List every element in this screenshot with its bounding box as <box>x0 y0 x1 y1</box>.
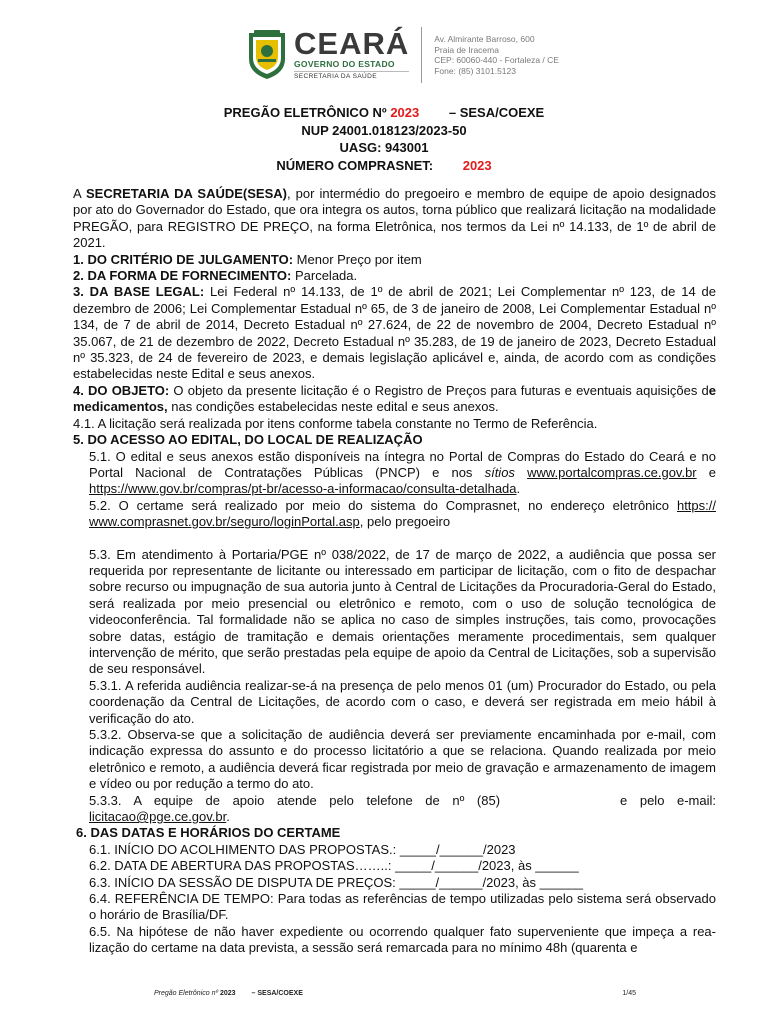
footer-title: Pregão Eletrônico nº <box>154 990 219 997</box>
section-heading: 1. DO CRITÉRIO DE JULGAMENTO: <box>73 251 294 267</box>
title-line-1 <box>0 104 768 122</box>
letterhead <box>246 26 559 84</box>
section-2 <box>73 268 716 284</box>
clause-5-3-1: 5.3.1. A referida audiência realizar-se-á na presença de pelo menos 01 (um) Procurador do Estado, ou pela coordenação da Central de Licitações, de acordo com o caso, e deverá ser registrada em meio hábil à verificação do ato. <box>89 677 716 726</box>
gov-compras-link[interactable]: https://www.gov.br/compras/pt-br/acesso-a-informacao/consulta-detalhada <box>89 481 517 497</box>
brand-name: CEARÁ <box>294 25 410 61</box>
brand-block <box>294 27 422 83</box>
clause-5-3: 5.3. Em atendimento à Portaria/PGE nº 038/2022, de 17 de março de 2022, a audiência que possa ser requerida por representante de licitante ou interessado em participar de licitação, com o fito de despachar sobre recurso ou impugnação de sua autoria junto à Central de Licitações da Procuradoria-Geral do Estado, será realizada por meio presencial ou eletrônico e remoto, com o uso de solução tecnológica de videoconferência. Tal formalidade não se aplica no caso de simples instruções, tais como, provocações sobre datas, estágio de tramitação e demais orientações meramente procedimentais, sem qualquer intervenção de mérito, que serão prestadas pela equipe de apoio da Central de Licitações, sob a supervisão de seu responsável. <box>89 546 716 677</box>
nup-line: NUP 24001.018123/2023-50 <box>301 122 467 138</box>
clause-6-3: 6.3. INÍCIO DA SESSÃO DE DISPUTA DE PREÇOS: _____/______/2023, às ______ <box>89 874 584 890</box>
section-heading: 2. DA FORMA DE FORNECIMENTO: <box>73 268 292 284</box>
state-crest-logo <box>246 29 288 81</box>
comprasnet-link[interactable]: https:// www.comprasnet.gov.br/seguro/loginPortal.asp <box>89 497 716 530</box>
intro-organization: SECRETARIA DA SAÚDE(SESA) <box>86 186 287 201</box>
section-heading: 4. DO OBJETO: <box>73 382 170 398</box>
clause-6-2: 6.2. DATA DE ABERTURA DAS PROPOSTAS……..: _____/______/2023, às ______ <box>89 858 579 874</box>
address-line: Praia de Iracema <box>434 44 499 55</box>
document-body <box>73 186 716 957</box>
clause-italic: sítios <box>484 464 515 480</box>
address-line: Fone: (85) 3101.5123 <box>434 65 516 76</box>
section-3 <box>73 284 716 382</box>
footer-number: 2023 <box>220 990 236 997</box>
portal-compras-link[interactable]: www.portalcompras.ce.gov.br <box>527 464 697 480</box>
brand-subtitle: GOVERNO DO ESTADO <box>294 58 395 69</box>
section-4 <box>73 383 716 416</box>
uasg-line: UASG: 943001 <box>339 140 429 155</box>
footer-org: – SESA/COEXE <box>251 990 303 997</box>
clause-5-3-3 <box>73 793 716 826</box>
clause-5-1 <box>73 449 716 498</box>
address-block <box>434 34 559 76</box>
comprasnet-label: NÚMERO COMPRASNET: <box>276 157 434 173</box>
brand-secretariat: SECRETARIA DA SAÚDE <box>294 71 409 82</box>
section-heading: 6. DAS DATAS E HORÁRIOS DO CERTAME <box>76 825 341 841</box>
comprasnet-line <box>0 157 768 175</box>
page-footer <box>154 990 636 997</box>
pge-email-link[interactable]: licitacao@pge.ce.gov.br <box>89 809 227 825</box>
section-text: Lei Federal nº 14.133, de 1º de abril de 2021; Lei Complementar nº 123, de 14 de dezembro de 2006; Lei Complementar Estadual nº 65, de 3 de janeiro de 2008, Lei Complementar Estadual nº 134, de 7 de abril de 2014, Decreto Estadual nº 27.624, de 22 de novembro de 2004, Decreto Estadual nº 35.067, de 21 de dezembro de 2022, Decreto Estadual nº 35.283, de 19 de janeiro de 2023, Decreto Estadual nº 35.323, de 24 de fevereiro de 2023, e demais legislação aplicável e, ainda, de acordo com as condições estabelecidas neste Edital e seus anexos. <box>73 284 716 382</box>
section-1 <box>73 252 716 268</box>
spacer <box>73 531 716 547</box>
clause-text: 5.3.3. A equipe de apoio atende pelo telefone de nº (85) <box>89 792 501 808</box>
title-label: PREGÃO ELETRÔNICO Nº <box>223 105 387 120</box>
address-line: CEP: 60060-440 - Fortaleza / CE <box>434 55 559 65</box>
clause-6-4: 6.4. REFERÊNCIA DE TEMPO: Para todas as referências de tempo utilizadas pelo sistema será observado o horário de Brasília/DF. <box>89 891 716 923</box>
section-6-heading <box>73 825 716 841</box>
title-number: 2023 <box>390 105 420 120</box>
clause-text: e pelo e-mail: <box>620 792 717 808</box>
clause-text: 5.1. O edital e seus anexos estão disponíveis na íntegra no Portal de Compras do Estado do Ceará e no Portal Nacional de Contratações Públicas (PNCP) e nos <box>89 448 716 480</box>
clause-text: 5.2. O certame será realizado por meio do sistema do Comprasnet, no endereço eletrônico <box>89 497 677 513</box>
clause-text: e <box>696 464 716 480</box>
intro-text: A <box>73 186 81 201</box>
section-text: nas condições estabelecidas neste edital e seus anexos. <box>167 399 499 415</box>
page-number: 1/45 <box>622 990 636 997</box>
section-5-heading <box>73 432 716 448</box>
section-text: Parcelada. <box>291 268 358 284</box>
section-heading: 3. DA BASE LEGAL: <box>73 284 205 300</box>
clause-text: . <box>516 481 521 497</box>
intro-text: , por intermédio do pregoeiro e membro de equipe de apoio designados por ato do Governador do Estado, que ora integra os autos, torna público que realizará licitação na modalidade PREGÃO, para REGISTRO DE PREÇO, na forma Eletrônica, nos termos da Lei nº 14.133, de 1º de abril de 2021. <box>73 186 716 251</box>
clause-text: . <box>226 809 230 825</box>
comprasnet-number: 2023 <box>462 157 492 173</box>
intro-paragraph <box>73 186 716 252</box>
title-org: – SESA/COEXE <box>448 105 545 120</box>
clause-text: , pelo pregoeiro <box>359 514 451 530</box>
clause-6-5: 6.5. Na hipótese de não haver expediente ou ocorrendo qualquer fato superveniente que impeça a rea-lização do certame na data prevista, a sessão será remarcada para no mínimo 48h (quarenta e <box>89 923 716 956</box>
section-emphasis: e medicamentos, <box>73 382 716 415</box>
document-title-block <box>0 104 768 174</box>
section-text: Menor Preço por item <box>293 251 422 267</box>
clause-5-2 <box>73 498 716 531</box>
clause-5-3-2: 5.3.2. Observa-se que a solicitação de audiência deverá ser previamente encaminhada por e-mail, com indicação expressa do assunto e do processo licitatório a que se relaciona. Quando realizada por meio eletrônico e remoto, a audiência deverá ficar registrada por meio de gravação e armazenamento de imagem e vídeo ou por redução a termo do ato. <box>89 727 716 792</box>
clause-6-1: 6.1. INÍCIO DO ACOLHIMENTO DAS PROPOSTAS.: _____/______/2023 <box>89 841 516 857</box>
clause-4-1: 4.1. A licitação será realizada por itens conforme tabela constante no Termo de Referência. <box>73 415 598 431</box>
section-heading: 5. DO ACESSO AO EDITAL, DO LOCAL DE REALIZAÇÃO <box>73 432 423 448</box>
address-line: Av. Almirante Barroso, 600 <box>434 34 535 44</box>
section-text: O objeto da presente licitação é o Registro de Preços para futuras e eventuais aquisições d <box>169 382 709 398</box>
